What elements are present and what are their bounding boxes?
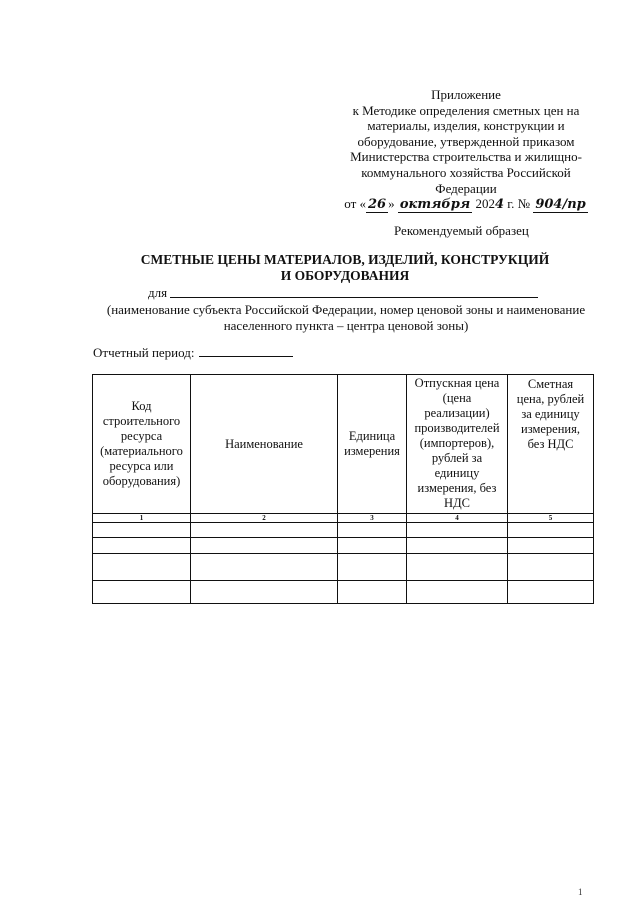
for-label: для xyxy=(148,285,168,300)
header-unit: Единица измерения xyxy=(338,375,407,514)
header-resource-code: Код строительного ресурса (материального ресурса или оборудования) xyxy=(93,375,191,514)
column-number: 4 xyxy=(407,514,508,523)
reporting-period xyxy=(93,344,293,361)
table-cell xyxy=(191,523,338,538)
annex-line: Приложение xyxy=(431,87,501,102)
table-cell xyxy=(407,523,508,538)
table-row xyxy=(93,581,594,604)
table-cell xyxy=(338,581,407,604)
title-line: СМЕТНЫЕ ЦЕНЫ МАТЕРИАЛОВ, ИЗДЕЛИЙ, КОНСТРУКЦИЙ xyxy=(140,252,550,267)
handwritten-order-day: 26 xyxy=(368,197,387,213)
table-cell xyxy=(93,554,191,581)
page-footer-mark: 1 xyxy=(578,887,583,897)
order-reference xyxy=(338,196,594,213)
subject-hint-line: населенного пункта – центра ценовой зоны) xyxy=(223,317,469,333)
period-blank-line xyxy=(199,344,293,357)
order-year-prefix: 202 xyxy=(472,196,495,212)
column-number: 5 xyxy=(508,514,594,523)
prices-table xyxy=(92,374,594,604)
title-line: И ОБОРУДОВАНИЯ xyxy=(280,268,410,283)
subject-hint-line: (наименование субъекта Российской Федерации, номер ценовой зоны и наименование xyxy=(106,302,586,317)
annex-line: оборудование, утвержденной приказом xyxy=(357,133,575,149)
document-title xyxy=(120,252,570,284)
table-cell xyxy=(338,538,407,554)
table-cell xyxy=(407,581,508,604)
order-prefix: от « xyxy=(344,196,366,212)
table-row xyxy=(93,538,594,554)
column-number: 2 xyxy=(191,514,338,523)
table-cell xyxy=(191,581,338,604)
handwritten-order-year-digit: 4 xyxy=(495,197,505,213)
annex-line: Федерации xyxy=(435,180,497,196)
subject-blank-line xyxy=(170,297,538,298)
subject-fill-line xyxy=(148,285,538,301)
period-label: Отчетный период: xyxy=(93,345,195,360)
header-estimate-price: Сметная цена, рублей за единицу измерения, без НДС xyxy=(508,375,594,514)
recommended-sample-label: Рекомендуемый образец xyxy=(394,223,529,238)
table-cell xyxy=(338,523,407,538)
column-number-row xyxy=(93,514,594,523)
table-cell xyxy=(93,523,191,538)
table-row xyxy=(93,523,594,538)
table-cell xyxy=(508,523,594,538)
annex-line: к Методике определения сметных цен на xyxy=(352,102,580,118)
handwritten-order-month: октября xyxy=(399,197,471,213)
annex-block xyxy=(338,87,594,213)
table-cell xyxy=(191,538,338,554)
table-cell xyxy=(508,538,594,554)
subject-hint xyxy=(96,302,596,333)
table-cell xyxy=(338,554,407,581)
table-row xyxy=(93,554,594,581)
order-number-label: г. № xyxy=(504,196,534,212)
table-cell xyxy=(407,538,508,554)
table-cell xyxy=(191,554,338,581)
header-name: Наименование xyxy=(191,375,338,514)
table-cell xyxy=(93,538,191,554)
column-number: 3 xyxy=(338,514,407,523)
annex-line: Министерства строительства и жилищно- xyxy=(350,149,582,165)
annex-line: коммунального хозяйства Российской xyxy=(361,164,571,180)
table-cell xyxy=(508,554,594,581)
annex-line: материалы, изделия, конструкции и xyxy=(367,118,565,134)
handwritten-order-number: 904/пр xyxy=(535,197,586,213)
order-separator: » xyxy=(388,196,398,212)
table-cell xyxy=(93,581,191,604)
header-selling-price: Отпускная цена (цена реализации) производителей (импортеров), рублей за единицу измерения, без НДС xyxy=(407,375,508,514)
column-number: 1 xyxy=(93,514,191,523)
table-cell xyxy=(407,554,508,581)
table-header-row xyxy=(93,375,594,514)
table-cell xyxy=(508,581,594,604)
